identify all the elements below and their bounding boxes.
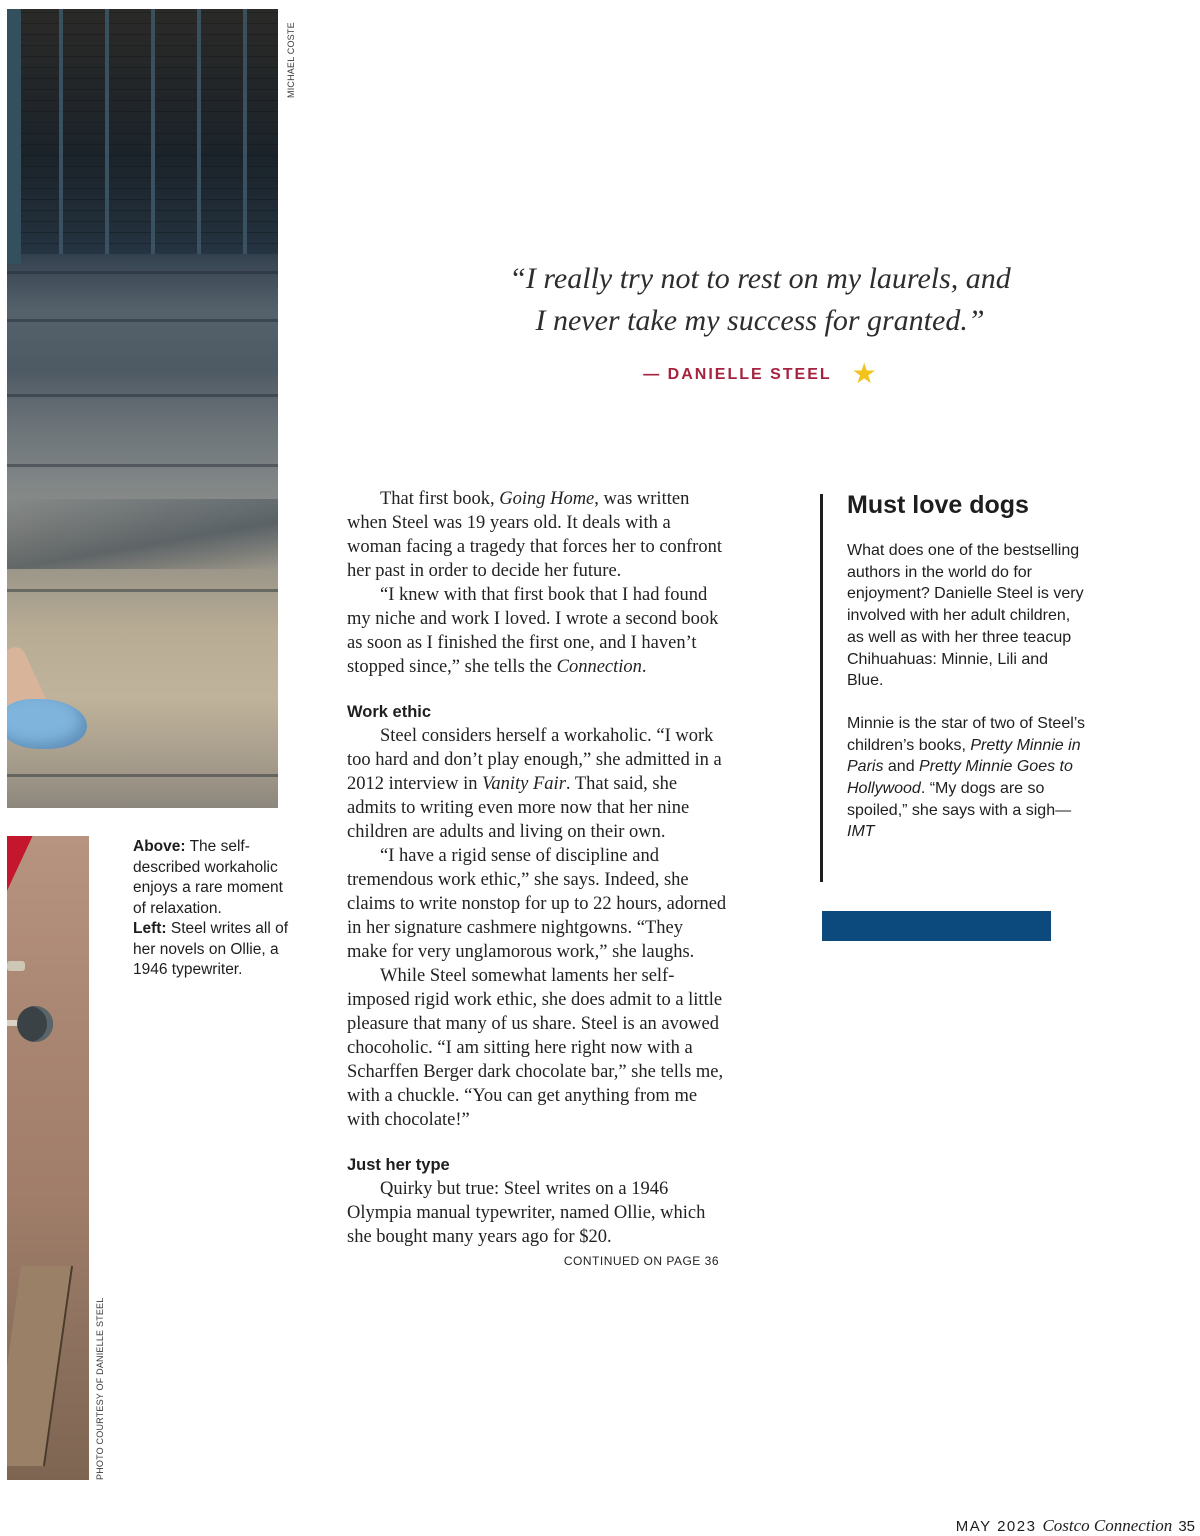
iron-gate: [21, 9, 278, 254]
caption-text-above: The self-described workaholic enjoys a rare moment of relaxation.: [133, 838, 283, 917]
typewriter-lever: [7, 961, 25, 971]
publication-name: Vanity Fair: [482, 774, 566, 794]
paragraph: That first book, Going Home, was written when Steel was 19 years old. It deals with a woman facing a tragedy that forces her to confront her past in order to decide her future.: [347, 489, 722, 581]
step-edge: [7, 589, 278, 592]
pull-quote-line-1: “I really try not to rest on my laurels, and: [509, 262, 1011, 295]
paragraph: While Steel somewhat laments her self-imposed rigid work ethic, she does admit to a little pleasure that many of us share. Steel is an avowed chocoholic. “I am sitting here right now with a Scharffen Berger dark chocolate bar,” she tells me, with a chuckle. “You can get anything from me with chocolate!”: [347, 966, 724, 1130]
book-title: Pretty Minnie in Paris: [847, 736, 1081, 776]
sidebar-rule: [820, 494, 823, 882]
pull-quote-attribution: [470, 357, 1050, 390]
page-footer: [956, 1516, 1195, 1536]
sidebar-must-love-dogs: [847, 489, 1087, 864]
caption-label-above: Above:: [133, 838, 186, 855]
sidebar-accent-bar: [822, 911, 1051, 941]
pull-quote-line-2: I never take my success for granted.”: [535, 304, 985, 337]
step-edge: [7, 271, 278, 274]
photo-credit-bottom: PHOTO COURTESY OF DANIELLE STEEL: [95, 1297, 105, 1480]
red-strap: [7, 836, 32, 909]
step-edge: [7, 394, 278, 397]
blue-shoe: [7, 699, 87, 749]
typewriter-knob: [17, 1006, 53, 1042]
book-title: Going Home: [499, 489, 595, 509]
photo-typewriter: [7, 836, 89, 1480]
paragraph: Steel considers herself a workaholic. “I work too hard and don’t play enough,” she admitted in a 2012 interview in Vanity Fair. That said, she admits to writing even more now that her nine children are adults and living on their own.: [347, 726, 722, 842]
step-edge: [7, 464, 278, 467]
typewriter-paper: [7, 1266, 73, 1466]
sidebar-paragraph: What does one of the bestselling authors in the world do for enjoyment? Danielle Steel is very involved with her adult children, as well as with her three teacup Chihuahuas: Minnie, Lili and Blue.: [847, 542, 1084, 690]
book-title: Pretty Minnie Goes to Hollywood: [847, 758, 1073, 798]
star-icon: ★: [851, 358, 877, 389]
paragraph: “I have a rigid sense of discipline and tremendous work ethic,” she says. Indeed, she claims to write nonstop for up to 22 hours, adorned in her signature cashmere nightgowns. “They make for very unglamorous work,” she laughs.: [347, 846, 727, 962]
article-body: [347, 487, 727, 1269]
continued-link[interactable]: CONTINUED ON PAGE 36: [563, 1254, 719, 1268]
pull-quote: [470, 258, 1050, 342]
caption-label-left: Left:: [133, 920, 167, 937]
subheading-just-her-type: Just her type: [347, 1156, 450, 1174]
subheading-work-ethic: Work ethic: [347, 703, 432, 721]
sidebar-title: Must love dogs: [847, 491, 1029, 519]
gate-post: [7, 9, 21, 264]
caption-text-left: Steel writes all of her novels on Ollie, a 1946 typewriter.: [133, 920, 289, 978]
publication-name: Connection: [556, 657, 642, 677]
page-number: 35: [1178, 1518, 1195, 1535]
shadow: [7, 499, 278, 569]
photo-credit-top: MICHAEL COSTE: [286, 22, 296, 98]
step-edge: [7, 319, 278, 322]
sidebar-paragraph: Minnie is the star of two of Steel’s children’s books, Pretty Minnie in Paris and Pretty Minnie Goes to Hollywood. “My dogs are so spoiled,” she says with a sigh—IMT: [847, 714, 1086, 841]
attribution-text: — DANIELLE STEEL: [643, 366, 832, 383]
paragraph: Quirky but true: Steel writes on a 1946 Olympia manual typewriter, named Ollie, which she bought many years ago for $20.: [347, 1179, 706, 1247]
issue-date: MAY 2023: [955, 1518, 1037, 1535]
magazine-name: Costco Connection: [1042, 1516, 1173, 1535]
step-edge: [7, 774, 278, 777]
photo-steps-and-shoe: [7, 9, 278, 808]
author-signoff: IMT: [847, 823, 875, 841]
photo-caption: [133, 837, 293, 981]
paragraph: “I knew with that first book that I had found my niche and work I loved. I wrote a second book as soon as I finished the first one, and I haven’t stopped since,” she tells the Connection.: [347, 585, 719, 677]
